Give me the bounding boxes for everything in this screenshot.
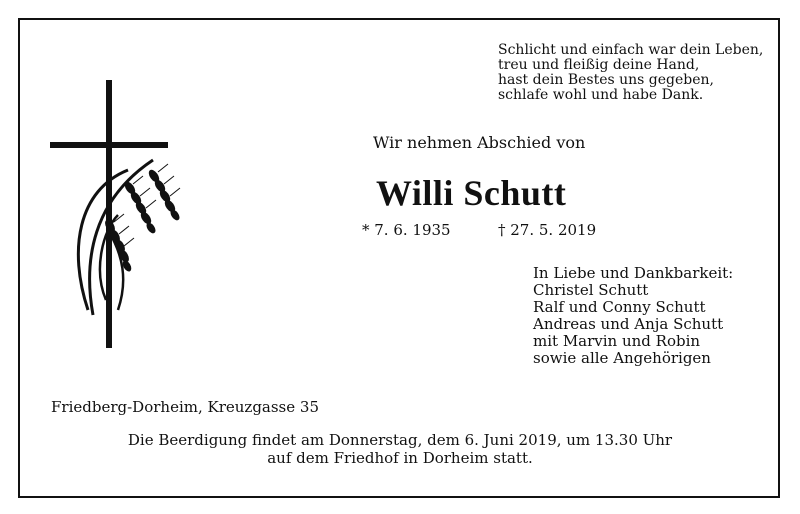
poem-line: hast dein Bestes uns gegeben, bbox=[498, 72, 714, 88]
farewell-intro: Wir nehmen Abschied von bbox=[373, 133, 586, 152]
mourner-name: Christel Schutt bbox=[533, 281, 649, 299]
funeral-line-2: auf dem Friedhof in Dorheim statt. bbox=[267, 449, 533, 467]
mourner-name: mit Marvin und Robin bbox=[533, 332, 701, 350]
death-date: † 27. 5. 2019 bbox=[498, 221, 597, 239]
mourners-heading: In Liebe und Dankbarkeit: bbox=[533, 264, 734, 282]
mourner-name: Ralf und Conny Schutt bbox=[533, 298, 706, 316]
mourner-name: Andreas und Anja Schutt bbox=[533, 315, 724, 333]
deceased-name: Willi Schutt bbox=[376, 173, 567, 213]
poem bbox=[498, 43, 763, 103]
cross-with-wheat-icon bbox=[48, 80, 188, 355]
mourners-block bbox=[533, 265, 733, 367]
mourner-name: sowie alle Angehörigen bbox=[533, 349, 711, 367]
funeral-line-1: Die Beerdigung findet am Donnerstag, dem 6. Juni 2019, um 13.30 Uhr bbox=[127, 431, 673, 449]
birth-date: * 7. 6. 1935 bbox=[362, 221, 451, 239]
poem-line: schlafe wohl und habe Dank. bbox=[498, 87, 704, 103]
funeral-info bbox=[0, 431, 800, 467]
poem-line: treu und fleißig deine Hand, bbox=[498, 57, 700, 73]
address: Friedberg-Dorheim, Kreuzgasse 35 bbox=[51, 398, 319, 416]
poem-line: Schlicht und einfach war dein Leben, bbox=[498, 42, 764, 58]
